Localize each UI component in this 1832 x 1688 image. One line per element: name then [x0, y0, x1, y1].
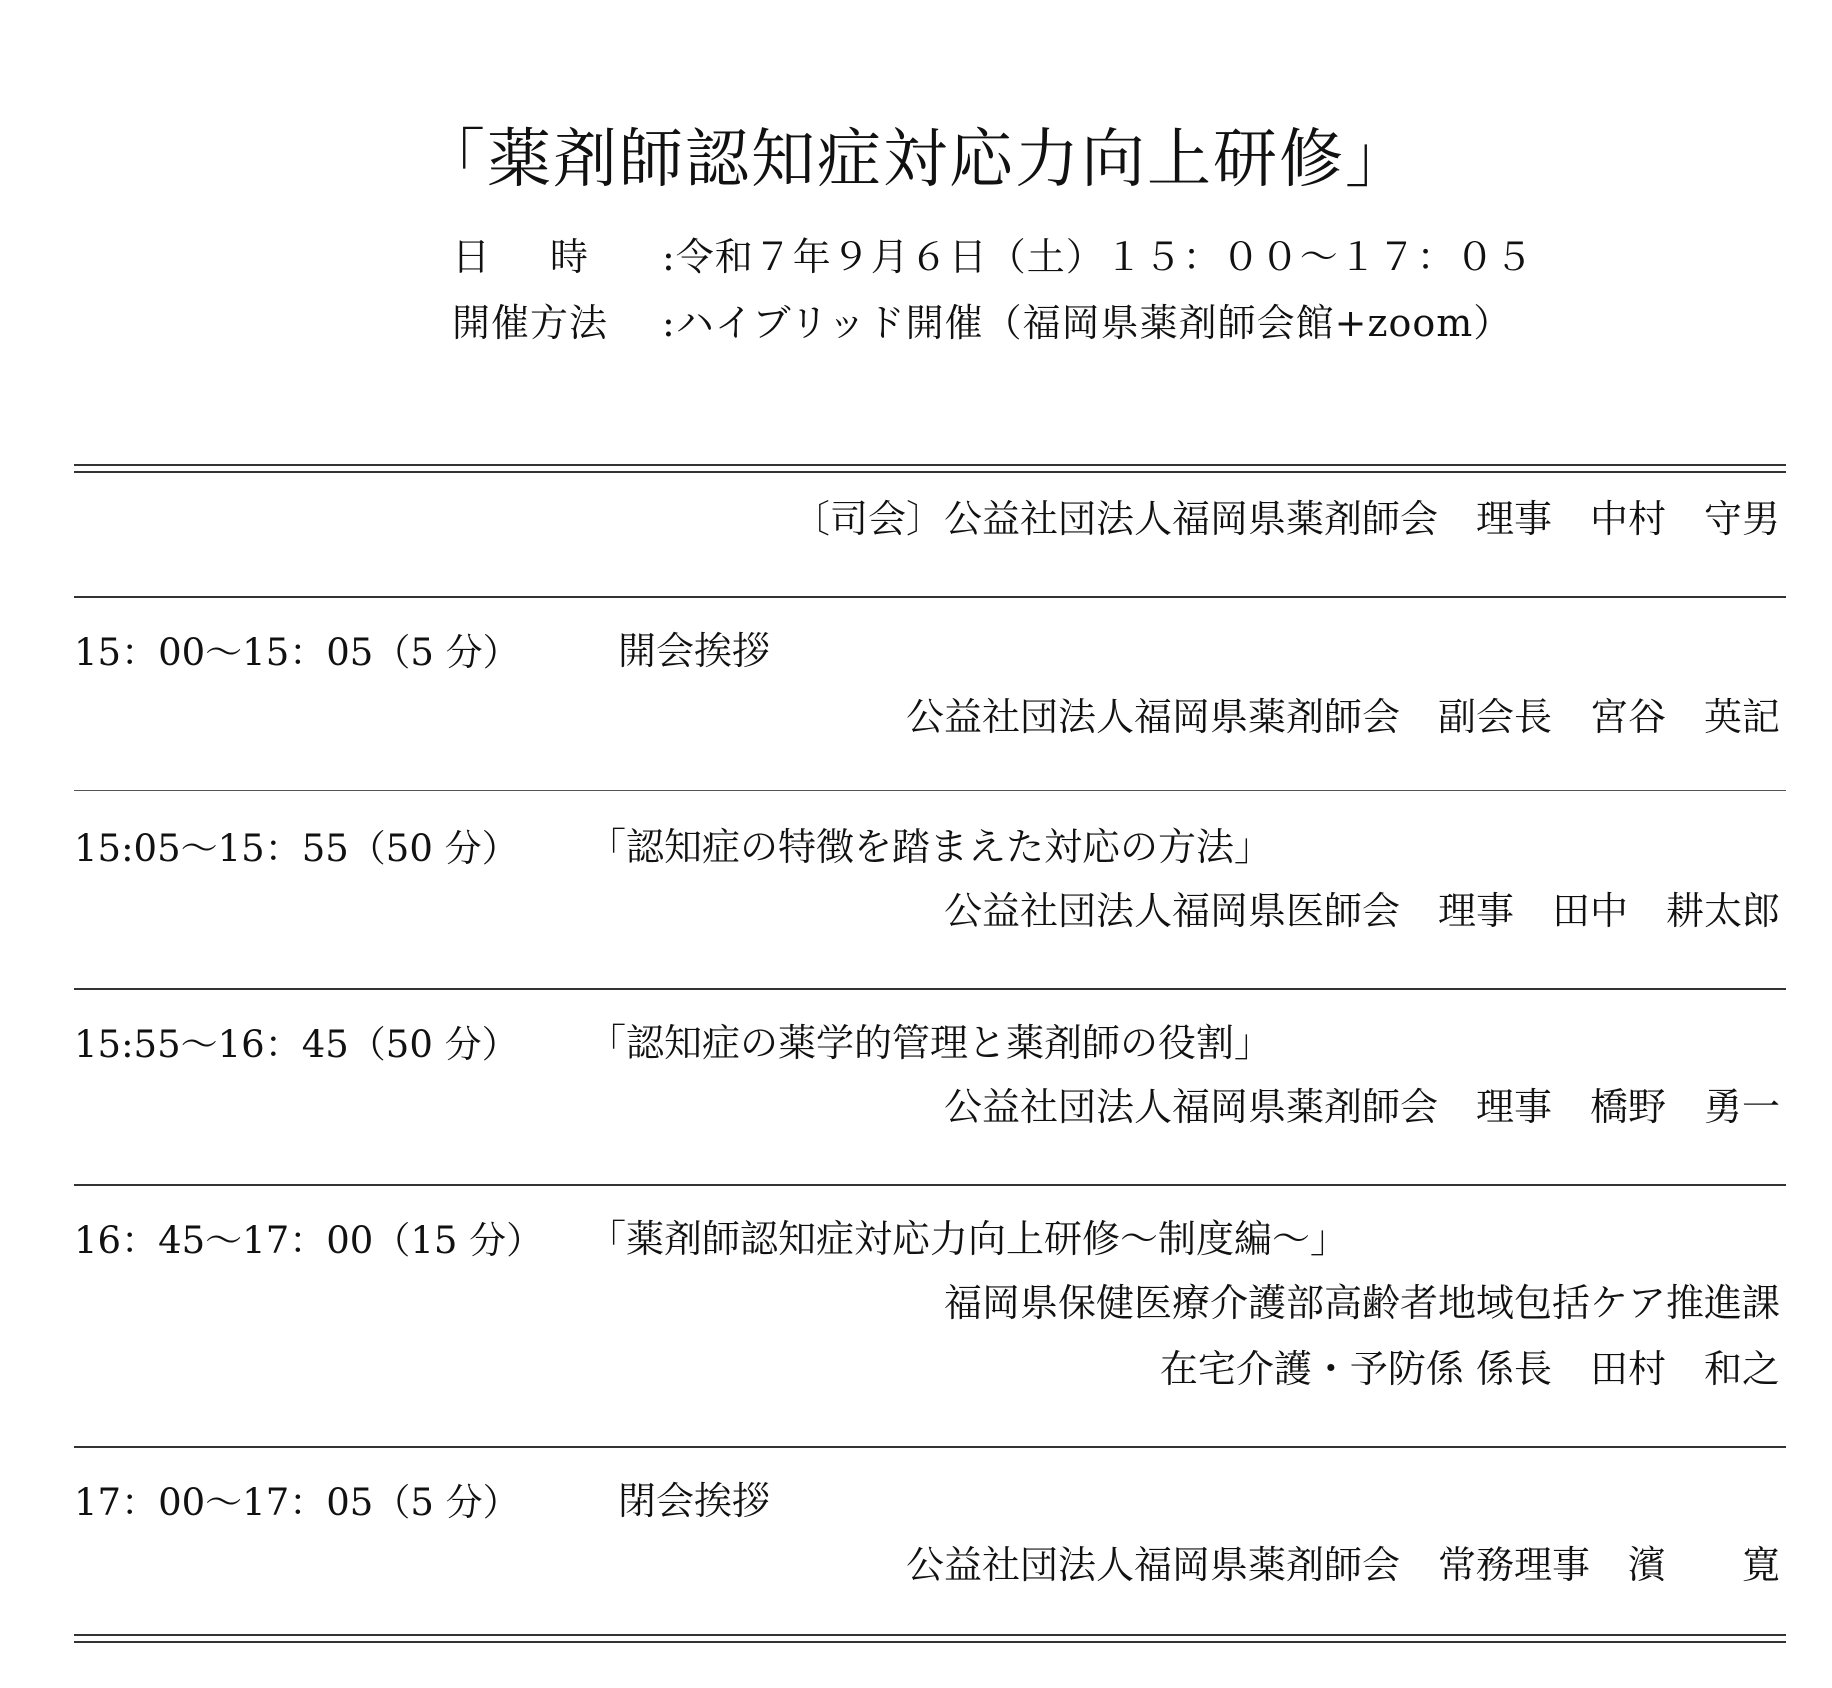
- event-date-value: :令和７年９月６日（土）１５：００～１７：０５: [662, 235, 1534, 279]
- session-time: 17：00～17：05（5 分）: [74, 1481, 520, 1524]
- table-top-double-rule: [74, 464, 1786, 473]
- divider: [74, 596, 1786, 598]
- session-speaker: 福岡県保健医療介護部高齢者地域包括ケア推進課: [943, 1281, 1780, 1325]
- session-speaker: 在宅介護・予防係 係長 田村 和之: [1159, 1347, 1780, 1391]
- divider: [74, 1446, 1786, 1448]
- divider: [74, 988, 1786, 990]
- session-topic: 「薬剤師認知症対応力向上研修～制度編～」: [588, 1217, 1349, 1261]
- session-speaker: 公益社団法人福岡県薬剤師会 常務理事 濱 寛: [905, 1543, 1780, 1587]
- session-time: 16：45～17：00（15 分）: [74, 1219, 544, 1262]
- table-bottom-double-rule: [74, 1634, 1786, 1643]
- mc-line: 〔司会〕公益社団法人福岡県薬剤師会 理事 中村 守男: [791, 497, 1780, 541]
- session-topic: 閉会挨拶: [618, 1479, 771, 1523]
- divider: [74, 790, 1786, 791]
- page-title: 「薬剤師認知症対応力向上研修」: [421, 123, 1411, 197]
- session-speaker: 公益社団法人福岡県薬剤師会 理事 橋野 勇一: [943, 1085, 1780, 1129]
- event-method: [452, 292, 1512, 347]
- session-topic: 開会挨拶: [618, 629, 771, 673]
- divider: [74, 1184, 1786, 1186]
- session-speaker: 公益社団法人福岡県薬剤師会 副会長 宮谷 英記: [905, 695, 1780, 739]
- event-method-label: 開催方法: [452, 301, 609, 345]
- session-speaker: 公益社団法人福岡県医師会 理事 田中 耕太郎: [943, 889, 1780, 933]
- event-date-label: 日時: [452, 235, 649, 279]
- event-date: [452, 226, 1534, 281]
- session-time: 15：00～15：05（5 分）: [74, 631, 520, 674]
- session-time: 15:55～16：45（50 分）: [74, 1023, 519, 1066]
- session-topic: 「認知症の特徴を踏まえた対応の方法」: [588, 825, 1273, 869]
- session-topic: 「認知症の薬学的管理と薬剤師の役割」: [588, 1021, 1273, 1065]
- event-method-value: :ハイブリッド開催（福岡県薬剤師会館+zoom）: [662, 301, 1513, 345]
- session-time: 15:05～15：55（50 分）: [74, 827, 519, 870]
